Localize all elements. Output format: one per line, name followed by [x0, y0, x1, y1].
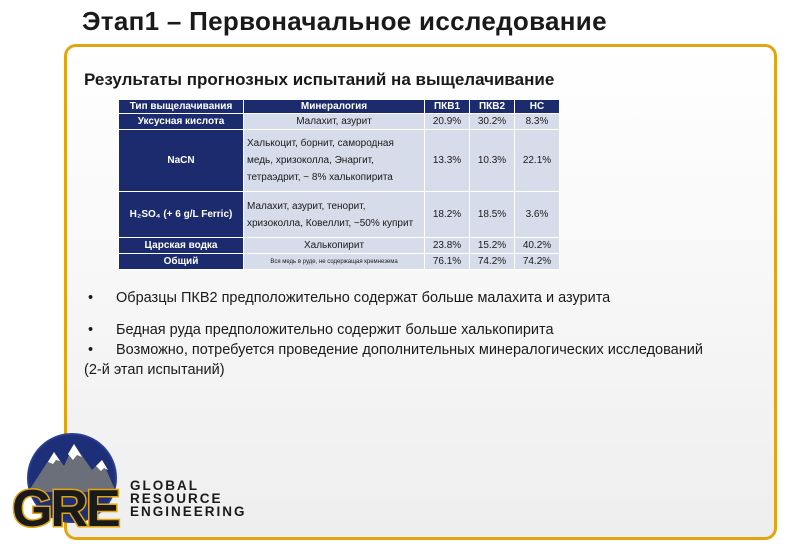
header-pkv1: ПКВ1 — [425, 100, 470, 114]
row-pkv1: 13.3% — [425, 130, 470, 192]
header-mineralogy: Минералогия — [244, 100, 425, 114]
header-pkv2: ПКВ2 — [470, 100, 515, 114]
row-mineralogy: Вся медь в руде, не содержащая кремнезема — [244, 254, 425, 270]
row-hs: 8.3% — [515, 114, 560, 130]
row-mineralogy: Халькопирит — [244, 238, 425, 254]
row-type: Царская водка — [119, 238, 244, 254]
row-hs: 74.2% — [515, 254, 560, 270]
row-type-suffix: (+ 6 g/L Ferric) — [163, 209, 233, 220]
row-hs: 3.6% — [515, 192, 560, 238]
bullet-dot-icon: • — [88, 342, 94, 358]
list-item — [84, 340, 764, 360]
bullet-dot-icon: • — [88, 322, 94, 338]
row-pkv2: 18.5% — [470, 192, 515, 238]
leach-results-table — [118, 99, 560, 270]
row-type: Уксусная кислота — [119, 114, 244, 130]
bullet-text: Образцы ПКВ2 предположительно содержат больше малахита и азурита — [116, 290, 611, 306]
logo-line-1: GLOBAL — [130, 478, 199, 493]
findings-list — [84, 288, 764, 380]
row-hs: 40.2% — [515, 238, 560, 254]
logo-letters-text: GRE — [12, 480, 119, 538]
row-pkv2: 15.2% — [470, 238, 515, 254]
list-item — [84, 288, 764, 308]
row-pkv2: 10.3% — [470, 130, 515, 192]
bullet-continuation: (2-й этап испытаний) — [84, 362, 225, 378]
table-header-row — [119, 100, 560, 114]
row-mineralogy: Халькоцит, борнит, самородная медь, хризоколла, Энаргит, тетраэдрит, ~ 8% халькопирита — [244, 130, 425, 192]
row-mineralogy: Малахит, азурит, тенорит, хризоколла, Ковеллит, ~50% куприт — [244, 192, 425, 238]
table-row — [119, 192, 560, 238]
logo-wordmark — [130, 479, 247, 518]
row-type-formula: H₂SO₄ — [129, 209, 161, 220]
logo-letters — [12, 480, 119, 538]
row-hs: 22.1% — [515, 130, 560, 192]
slide-title: Этап1 – Первоначальное исследование — [82, 6, 607, 36]
table-row — [119, 254, 560, 270]
row-pkv1: 23.8% — [425, 238, 470, 254]
bullet-text: Бедная руда предположительно содержит больше халькопирита — [116, 322, 554, 338]
bullet-dot-icon: • — [88, 290, 94, 306]
row-pkv1: 18.2% — [425, 192, 470, 238]
row-pkv1: 20.9% — [425, 114, 470, 130]
logo-line-2: RESOURCE — [130, 491, 223, 506]
bullet-text: Возможно, потребуется проведение дополнительных минералогических исследований — [116, 342, 703, 358]
row-pkv1: 76.1% — [425, 254, 470, 270]
section-subtitle: Результаты прогнозных испытаний на выщелачивание — [84, 70, 555, 89]
table-row — [119, 130, 560, 192]
logo-line-3: ENGINEERING — [130, 504, 247, 519]
header-leach-type: Тип выщелачивания — [119, 100, 244, 114]
header-hs: НС — [515, 100, 560, 114]
list-item — [84, 320, 764, 340]
table-row — [119, 114, 560, 130]
row-type: NaCN — [119, 130, 244, 192]
row-type — [119, 192, 244, 238]
row-pkv2: 30.2% — [470, 114, 515, 130]
table-row — [119, 238, 560, 254]
row-type: Общий — [119, 254, 244, 270]
row-mineralogy: Малахит, азурит — [244, 114, 425, 130]
row-pkv2: 74.2% — [470, 254, 515, 270]
